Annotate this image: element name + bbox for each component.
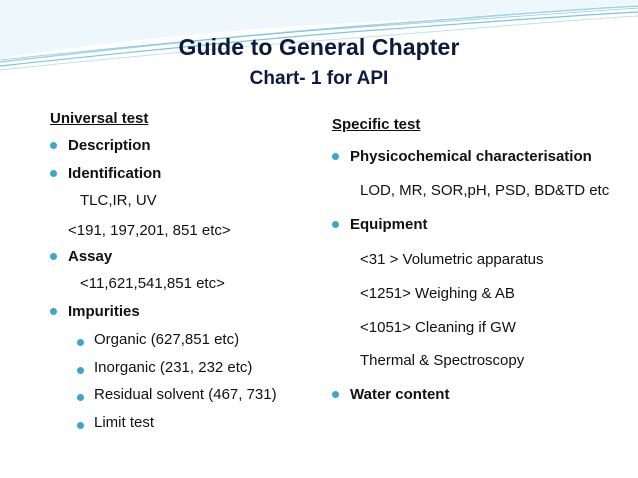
assay-chapters: <11,621,541,851 etc> xyxy=(80,275,225,292)
bullet-icon xyxy=(50,308,57,315)
sub-bullet-icon xyxy=(77,339,84,346)
weighing-item: <1251> Weighing & AB xyxy=(360,285,515,302)
physicochemical-item: Physicochemical characterisation xyxy=(350,148,592,165)
physicochemical-detail: LOD, MR, SOR,pH, PSD, BD&TD etc xyxy=(360,182,610,199)
bullet-icon xyxy=(332,221,339,228)
sub-bullet-icon xyxy=(77,367,84,374)
sub-bullet-icon xyxy=(77,394,84,401)
description-item: Description xyxy=(68,137,151,154)
slide-subtitle: Chart- 1 for API xyxy=(249,68,389,89)
identification-chapters: <191, 197,201, 851 etc> xyxy=(68,222,231,239)
organic-item: Organic (627,851 etc) xyxy=(94,331,240,348)
impurities-item: Impurities xyxy=(68,303,140,320)
limit-test-item: Limit test xyxy=(94,414,155,431)
sub-bullet-icon xyxy=(77,422,84,429)
bullet-icon xyxy=(50,253,57,260)
specific-test-heading: Specific test xyxy=(332,116,421,133)
slide-title: Guide to General Chapter xyxy=(178,34,460,60)
identification-methods: TLC,IR, UV xyxy=(80,192,157,209)
cleaning-item: <1051> Cleaning if GW xyxy=(360,319,516,336)
universal-test-heading: Universal test xyxy=(50,110,149,127)
bullet-icon xyxy=(332,391,339,398)
assay-item: Assay xyxy=(68,248,113,265)
volumetric-item: <31 > Volumetric apparatus xyxy=(360,251,544,268)
bullet-icon xyxy=(332,153,339,160)
water-content-item: Water content xyxy=(350,386,450,403)
bullet-icon xyxy=(50,170,57,177)
residual-solvent-item: Residual solvent (467, 731) xyxy=(94,386,277,403)
thermal-item: Thermal & Spectroscopy xyxy=(360,352,525,369)
equipment-item: Equipment xyxy=(350,216,428,233)
bullet-icon xyxy=(50,142,57,149)
inorganic-item: Inorganic (231, 232 etc) xyxy=(94,359,253,376)
identification-item: Identification xyxy=(68,165,162,182)
